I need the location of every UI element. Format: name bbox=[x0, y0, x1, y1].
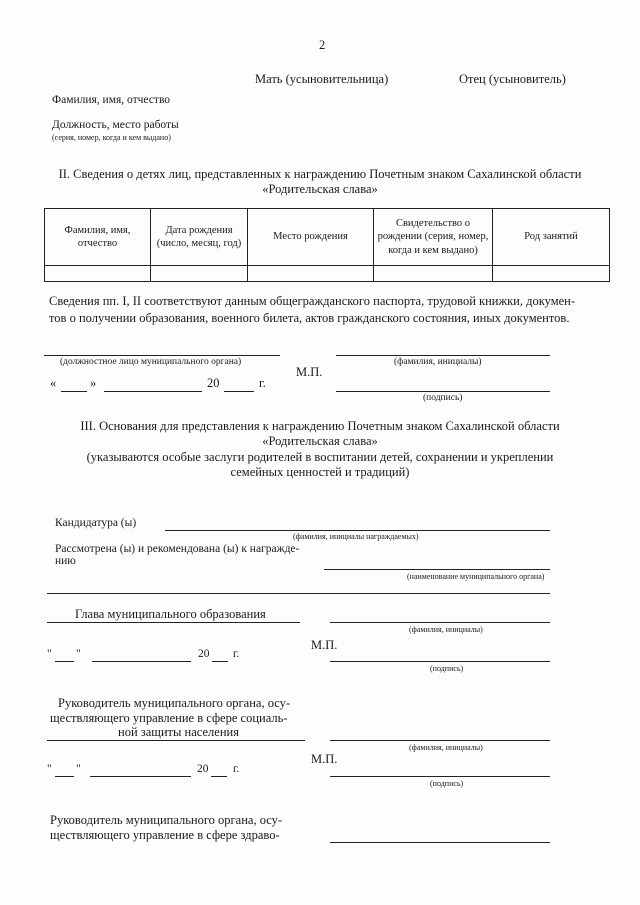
head-date-open-quote: " bbox=[47, 648, 52, 660]
reviewed-line-1: Рассмотрена (ы) и рекомендована (ы) к награжде- bbox=[55, 543, 300, 555]
table-cell[interactable] bbox=[374, 266, 493, 282]
organization-caption: (наименование муниципального органа) bbox=[407, 572, 545, 581]
column-header-certificate: Свидетельство о рождении (серия, номер, когда и кем выдано) bbox=[374, 209, 493, 266]
section-3-note-2: семейных ценностей и традиций) bbox=[230, 465, 410, 479]
head-name-line[interactable] bbox=[330, 622, 550, 623]
position-note: (серия, номер, когда и кем выдано) bbox=[52, 133, 171, 142]
section-3-title: III. Основания для представления к награждению Почетным знаком Сахалинской области bbox=[80, 419, 560, 433]
name-line[interactable] bbox=[336, 355, 550, 356]
mother-column-heading: Мать (усыновительница) bbox=[255, 72, 389, 86]
official-caption: (должностное лицо муниципального органа) bbox=[60, 357, 242, 367]
health-name-line[interactable] bbox=[330, 842, 550, 843]
official-line[interactable] bbox=[44, 355, 280, 356]
social-name-line[interactable] bbox=[330, 740, 550, 741]
section-3-subtitle: «Родительская слава» bbox=[262, 434, 378, 448]
head-stamp-mark: М.П. bbox=[311, 638, 338, 652]
table-cell[interactable] bbox=[45, 266, 151, 282]
section-2-subtitle: «Родительская слава» bbox=[262, 182, 378, 196]
date-close-quote: » bbox=[90, 376, 97, 390]
column-header-occupation: Род занятий bbox=[493, 209, 610, 266]
head-title: Глава муниципального образования bbox=[75, 607, 266, 621]
section-2-title: II. Сведения о детях лиц, представленных к награждению Почетным знаком Сахалинской области bbox=[58, 167, 582, 181]
date-day-line[interactable] bbox=[61, 391, 87, 392]
social-stamp-mark: М.П. bbox=[311, 752, 338, 766]
children-table-header bbox=[45, 209, 610, 266]
social-date-day-line[interactable] bbox=[55, 776, 74, 777]
head-underline bbox=[47, 622, 300, 623]
table-cell[interactable] bbox=[248, 266, 374, 282]
health-title-line-2: ществляющего управление в сфере здраво- bbox=[50, 828, 280, 842]
signature-caption: (подпись) bbox=[423, 393, 463, 403]
social-title-line-1: Руководитель муниципального органа, осу- bbox=[58, 696, 291, 710]
signature-line[interactable] bbox=[336, 391, 550, 392]
confirmation-line-2: тов о получении образования, военного билета, актов гражданского состояния, иных документов. bbox=[49, 311, 570, 325]
reviewed-line-2: нию bbox=[55, 555, 76, 567]
social-date-year-line[interactable] bbox=[211, 776, 227, 777]
health-title-line-1: Руководитель муниципального органа, осу- bbox=[50, 813, 283, 827]
name-caption: (фамилия, инициалы) bbox=[394, 357, 482, 367]
social-signature-line[interactable] bbox=[330, 776, 550, 777]
head-date-year-prefix: 20 bbox=[198, 648, 210, 660]
date-year-prefix: 20 bbox=[207, 376, 220, 390]
head-signature-caption: (подпись) bbox=[430, 664, 464, 673]
date-year-suffix: г. bbox=[259, 376, 266, 390]
section-3-note-1: (указываются особые заслуги родителей в воспитании детей, сохранении и укреплении bbox=[86, 450, 554, 464]
social-date-month-line[interactable] bbox=[90, 776, 191, 777]
social-signature-caption: (подпись) bbox=[430, 779, 464, 788]
date-month-line[interactable] bbox=[104, 391, 202, 392]
head-signature-line[interactable] bbox=[330, 661, 550, 662]
column-header-birthplace: Место рождения bbox=[248, 209, 374, 266]
organization-line[interactable] bbox=[324, 569, 550, 570]
father-column-heading: Отец (усыновитель) bbox=[459, 72, 566, 86]
date-year-line[interactable] bbox=[224, 391, 254, 392]
table-cell[interactable] bbox=[151, 266, 248, 282]
children-table bbox=[44, 208, 610, 282]
stamp-mark: М.П. bbox=[296, 365, 323, 379]
head-date-month-line[interactable] bbox=[92, 661, 191, 662]
candidacy-line[interactable] bbox=[165, 530, 550, 531]
social-title-line-3: ной защиты населения bbox=[118, 725, 239, 739]
head-date-day-line[interactable] bbox=[55, 661, 74, 662]
table-cell[interactable] bbox=[493, 266, 610, 282]
column-header-birthdate: Дата рождения (число, месяц, год) bbox=[151, 209, 248, 266]
social-underline bbox=[47, 740, 305, 741]
confirmation-line-1: Сведения пп. I, II соответствуют данным общегражданского паспорта, трудовой книжки, докумен- bbox=[49, 294, 576, 308]
candidacy-caption: (фамилия, инициалы награждаемых) bbox=[293, 532, 419, 541]
candidacy-label: Кандидатура (ы) bbox=[55, 517, 137, 529]
social-title-line-2: ществляющего управление в сфере социаль- bbox=[50, 711, 288, 725]
page-number: 2 bbox=[319, 38, 326, 52]
head-date-year-line[interactable] bbox=[212, 661, 228, 662]
date-open-quote: « bbox=[50, 376, 57, 390]
position-label: Должность, место работы bbox=[52, 119, 179, 131]
table-row bbox=[45, 266, 610, 282]
social-date-close-quote: " bbox=[76, 763, 81, 775]
social-name-caption: (фамилия, инициалы) bbox=[409, 743, 483, 752]
candidacy-separator bbox=[47, 593, 550, 594]
column-header-name: Фамилия, имя, отчество bbox=[45, 209, 151, 266]
full-name-label: Фамилия, имя, отчество bbox=[52, 94, 171, 106]
head-name-caption: (фамилия, инициалы) bbox=[409, 625, 483, 634]
social-date-year-prefix: 20 bbox=[197, 763, 209, 775]
head-date-year-suffix: г. bbox=[233, 648, 240, 660]
social-date-year-suffix: г. bbox=[233, 763, 240, 775]
head-date-close-quote: " bbox=[76, 648, 81, 660]
social-date-open-quote: " bbox=[47, 763, 52, 775]
